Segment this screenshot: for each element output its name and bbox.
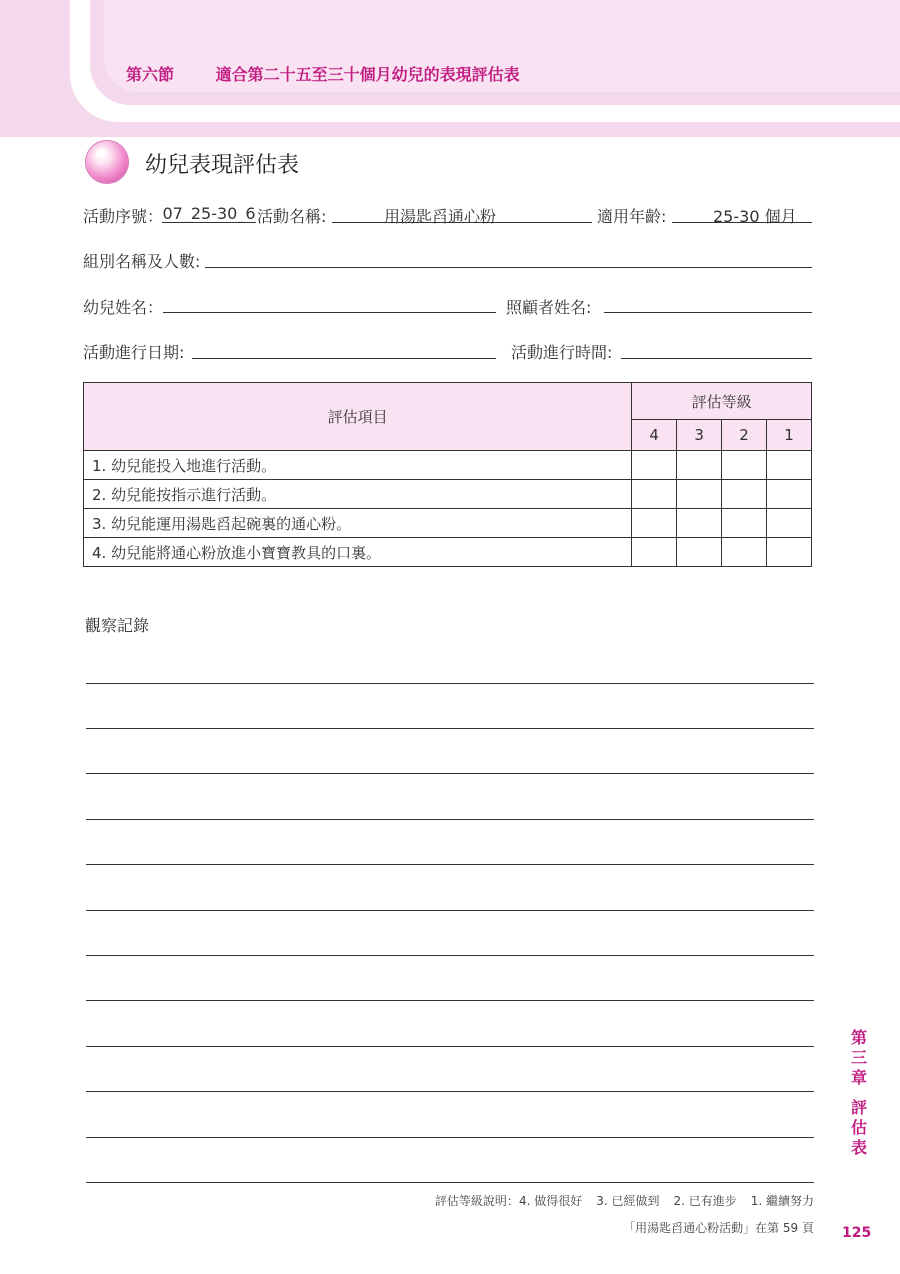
- observation-line[interactable]: [86, 1046, 814, 1047]
- grade-2-header: 2: [722, 420, 767, 451]
- item-2: 2. 幼兒能按指示進行活動。: [84, 480, 632, 509]
- item-header: 評估項目: [84, 383, 632, 451]
- grade-checkbox[interactable]: [632, 538, 677, 567]
- grade-checkbox[interactable]: [677, 509, 722, 538]
- legend-grade-4: 4. 做得很好: [518, 1194, 583, 1208]
- grade-1-header: 1: [767, 420, 812, 451]
- grade-checkbox[interactable]: [722, 480, 767, 509]
- page-reference: 「用湯匙舀通心粉活動」在第 59 頁: [623, 1221, 814, 1235]
- child-name-label: 幼兒姓名：: [83, 298, 164, 317]
- observation-line[interactable]: [86, 1000, 814, 1001]
- grade-checkbox[interactable]: [722, 451, 767, 480]
- evaluation-table: [83, 382, 812, 567]
- legend-grade-1: 1. 繼續努力: [750, 1194, 814, 1208]
- grade-checkbox[interactable]: [677, 451, 722, 480]
- legend-prefix: 評估等級說明：: [434, 1194, 519, 1208]
- section-number: 第六節: [126, 65, 175, 84]
- grade-checkbox[interactable]: [632, 480, 677, 509]
- item-3: 3. 幼兒能運用湯匙舀起碗裏的通心粉。: [84, 509, 632, 538]
- time-label: 活動進行時間:: [511, 343, 613, 362]
- grade-checkbox[interactable]: [722, 509, 767, 538]
- observation-line[interactable]: [86, 819, 814, 820]
- page-number: 125: [842, 1225, 872, 1241]
- legend-grade-2: 2. 已有進步: [673, 1194, 737, 1208]
- observation-title: 觀察記錄: [85, 616, 150, 635]
- grade-checkbox[interactable]: [767, 480, 812, 509]
- observation-line[interactable]: [86, 728, 814, 729]
- date-label: 活動進行日期:: [83, 343, 185, 362]
- side-tab-title-text: 評估表: [850, 1098, 867, 1157]
- grade-4-header: 4: [632, 420, 677, 451]
- table-row: [84, 538, 812, 567]
- caregiver-field[interactable]: [604, 312, 812, 313]
- activity-name-value: 用湯匙舀通心粉: [384, 207, 497, 226]
- grade-3-header: 3: [677, 420, 722, 451]
- item-4: 4. 幼兒能將通心粉放進小寶寶教具的口裏。: [84, 538, 632, 567]
- side-tab-chapter: [848, 1028, 870, 1088]
- age-label: 適用年齡:: [597, 207, 667, 226]
- section-header: [126, 62, 520, 85]
- side-tab-title: [848, 1098, 870, 1158]
- grade-checkbox[interactable]: [677, 538, 722, 567]
- form-title: 幼兒表現評估表: [145, 153, 300, 178]
- side-tab-chapter-text: 第三章: [850, 1028, 867, 1087]
- activity-name-label: 活動名稱:: [257, 207, 327, 226]
- grade-checkbox[interactable]: [677, 480, 722, 509]
- item-1: 1. 幼兒能投入地進行活動。: [84, 451, 632, 480]
- grade-checkbox[interactable]: [767, 538, 812, 567]
- observation-line[interactable]: [86, 683, 814, 684]
- observation-line[interactable]: [86, 1091, 814, 1092]
- legend-grade-3: 3. 已經做到: [596, 1194, 660, 1208]
- time-field[interactable]: [621, 358, 812, 359]
- table-row: [84, 509, 812, 538]
- child-name-field[interactable]: [163, 312, 496, 313]
- grade-checkbox[interactable]: [767, 451, 812, 480]
- grade-checkbox[interactable]: [632, 509, 677, 538]
- age-line: [672, 222, 812, 223]
- grade-legend: [435, 1192, 814, 1209]
- observation-line[interactable]: [86, 773, 814, 774]
- group-field[interactable]: [205, 267, 812, 268]
- grade-checkbox[interactable]: [767, 509, 812, 538]
- activity-no-value: 07_25-30_6: [162, 204, 256, 223]
- observation-line[interactable]: [86, 955, 814, 956]
- observation-line[interactable]: [86, 910, 814, 911]
- caregiver-label: 照顧者姓名:: [506, 298, 592, 317]
- age-value: 25-30 個月: [713, 207, 797, 226]
- activity-no-line: [162, 222, 256, 223]
- grade-checkbox[interactable]: [722, 538, 767, 567]
- pearl-bullet-icon: [86, 141, 128, 183]
- table-row: [84, 451, 812, 480]
- observation-line[interactable]: [86, 1137, 814, 1138]
- section-title: 適合第二十五至三十個月幼兒的表現評估表: [215, 65, 520, 84]
- observation-line[interactable]: [86, 864, 814, 865]
- grade-header: 評估等級: [632, 383, 812, 420]
- table-row: [84, 480, 812, 509]
- activity-name-line: [332, 222, 592, 223]
- grade-checkbox[interactable]: [632, 451, 677, 480]
- observation-line[interactable]: [86, 1182, 814, 1183]
- date-field[interactable]: [192, 358, 496, 359]
- activity-no-label: 活動序號：: [83, 207, 164, 226]
- group-label: 組別名稱及人數:: [83, 252, 201, 271]
